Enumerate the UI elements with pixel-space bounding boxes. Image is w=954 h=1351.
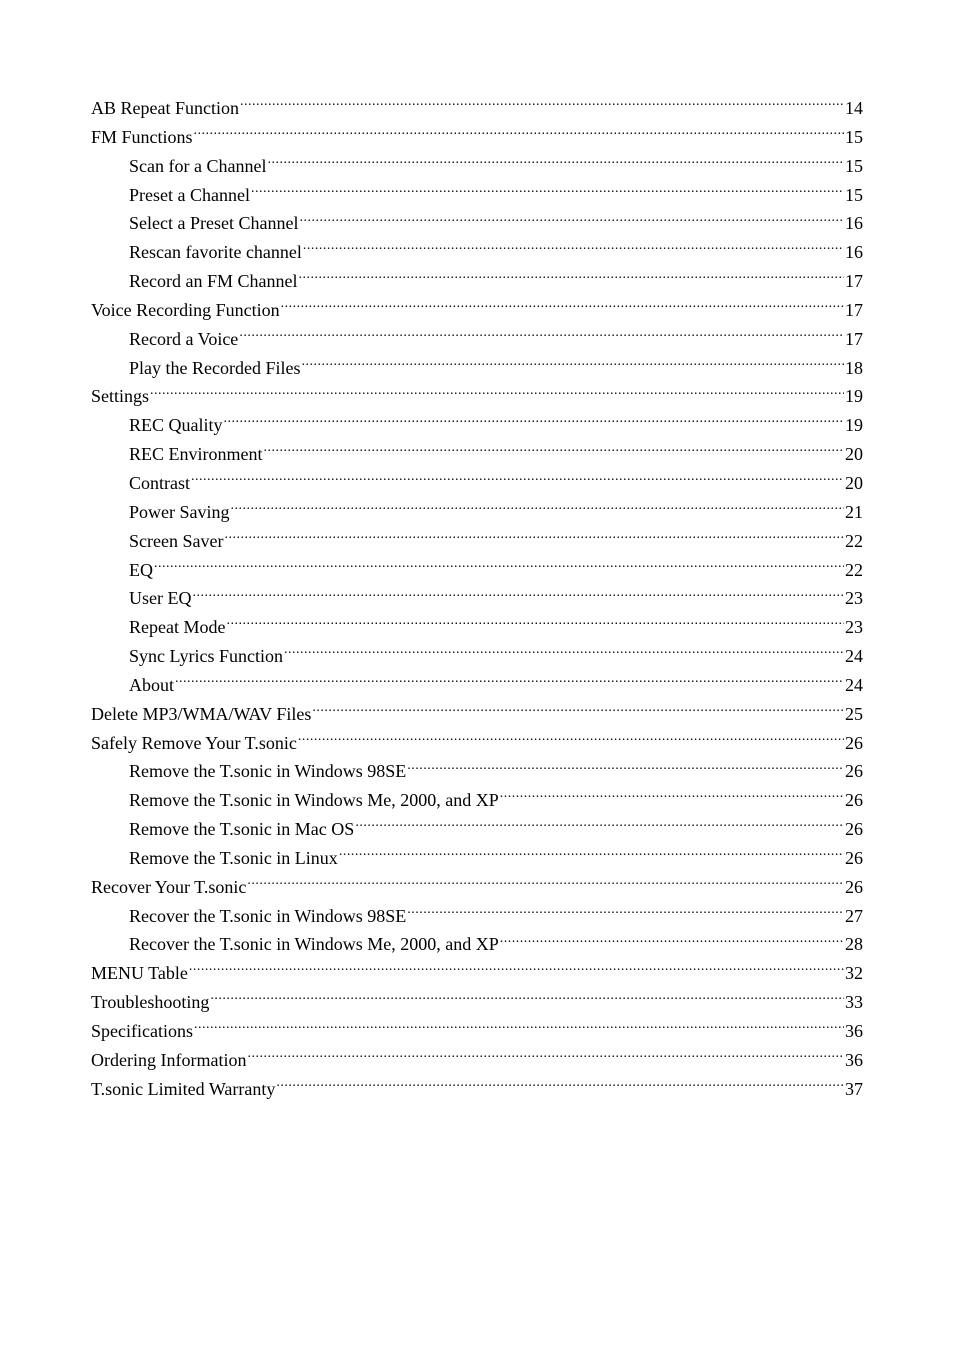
toc-dot-leader (239, 327, 844, 345)
toc-entry-title: Select a Preset Channel (129, 213, 299, 234)
toc-entry-page: 24 (845, 646, 863, 667)
toc-entry-page: 36 (845, 1021, 863, 1041)
toc-entry-title: Remove the T.sonic in Windows 98SE (129, 761, 407, 782)
toc-entry[interactable] (91, 527, 863, 556)
toc-entry[interactable] (91, 123, 863, 152)
toc-entry-page: 26 (845, 761, 863, 782)
toc-entry-page: 36 (845, 1049, 863, 1070)
toc-entry[interactable] (91, 700, 863, 729)
toc-dot-leader (150, 384, 844, 402)
toc-dot-leader (284, 644, 844, 662)
toc-entry-page: 16 (845, 242, 863, 263)
toc-entry-page: 26 (845, 847, 863, 868)
toc-entry-title: Record an FM Channel (129, 271, 298, 292)
toc-dot-leader (299, 211, 844, 229)
toc-entry-page: 23 (845, 588, 863, 609)
toc-entry-title: REC Quality (129, 415, 223, 436)
toc-entry[interactable] (91, 181, 863, 210)
toc-entry-page: 21 (845, 501, 863, 522)
table-of-contents (91, 94, 863, 1104)
toc-entry-title: Ordering Information (91, 1049, 247, 1070)
toc-dot-leader (355, 817, 844, 835)
toc-entry-title: Remove the T.sonic in Linux (129, 847, 338, 868)
toc-entry-title: Voice Recording Function (91, 299, 280, 320)
toc-dot-leader (194, 1019, 844, 1037)
toc-entry-title: Power Saving (129, 501, 230, 522)
toc-entry-page: 23 (845, 617, 863, 638)
toc-dot-leader (154, 558, 844, 576)
toc-entry-page: 22 (845, 530, 863, 551)
toc-dot-leader (264, 442, 845, 460)
toc-entry-title: REC Environment (129, 444, 263, 465)
toc-entry[interactable] (91, 209, 863, 238)
toc-entry-page: 20 (845, 472, 863, 493)
toc-entry[interactable] (91, 988, 863, 1017)
toc-entry-title: Recover the T.sonic in Windows 98SE (129, 905, 407, 926)
toc-entry-page: 27 (845, 905, 863, 926)
toc-entry-title: Remove the T.sonic in Windows Me, 2000, and XP (129, 790, 499, 811)
toc-entry-page: 32 (845, 963, 863, 984)
toc-entry[interactable] (91, 844, 863, 873)
toc-entry-page: 18 (845, 357, 863, 378)
toc-entry-page: 17 (845, 328, 863, 349)
toc-entry[interactable] (91, 267, 863, 296)
toc-entry-title: Play the Recorded Files (129, 357, 301, 378)
toc-entry-title: Delete MP3/WMA/WAV Files (91, 703, 312, 724)
toc-entry-title: Settings (91, 386, 150, 407)
toc-entry[interactable] (91, 411, 863, 440)
toc-dot-leader (192, 586, 844, 604)
toc-entry[interactable] (91, 902, 863, 931)
toc-dot-leader (301, 356, 844, 374)
toc-entry-title: Rescan favorite channel (129, 242, 302, 263)
toc-entry[interactable] (91, 556, 863, 585)
toc-entry[interactable] (91, 930, 863, 959)
toc-entry[interactable] (91, 671, 863, 700)
toc-entry-page: 17 (845, 271, 863, 292)
toc-entry-title: Screen Saver (129, 530, 224, 551)
toc-dot-leader (194, 125, 844, 143)
toc-entry[interactable] (91, 613, 863, 642)
toc-dot-leader (339, 846, 844, 864)
toc-dot-leader (247, 875, 844, 893)
toc-entry[interactable] (91, 757, 863, 786)
toc-entry[interactable] (91, 786, 863, 815)
toc-entry-title: MENU Table (91, 963, 188, 984)
toc-entry-title: Contrast (129, 472, 190, 493)
toc-entry-title: Troubleshooting (91, 992, 210, 1013)
toc-dot-leader (281, 298, 844, 316)
toc-entry-page: 26 (845, 876, 863, 897)
toc-entry[interactable] (91, 354, 863, 383)
toc-dot-leader (407, 904, 844, 922)
toc-dot-leader (175, 673, 844, 691)
toc-dot-leader (500, 788, 844, 806)
toc-dot-leader (226, 615, 844, 633)
toc-dot-leader (276, 1077, 844, 1095)
toc-entry[interactable] (91, 440, 863, 469)
toc-dot-leader (303, 240, 844, 258)
toc-entry[interactable] (91, 1017, 863, 1046)
toc-entry-title: About (129, 674, 174, 695)
toc-entry-title: Record a Voice (129, 328, 239, 349)
toc-entry-page: 20 (845, 444, 863, 465)
toc-entry-title: Remove the T.sonic in Mac OS (129, 819, 355, 840)
toc-dot-leader (247, 1048, 844, 1066)
toc-dot-leader (224, 413, 845, 431)
toc-entry-page: 16 (845, 213, 863, 234)
toc-entry-title: Preset a Channel (129, 184, 250, 205)
toc-entry-title: FM Functions (91, 126, 193, 147)
toc-entry-page: 24 (845, 674, 863, 695)
toc-dot-leader (312, 702, 844, 720)
toc-entry[interactable] (91, 873, 863, 902)
toc-entry-title: Scan for a Channel (129, 155, 267, 176)
toc-dot-leader (191, 471, 844, 489)
toc-dot-leader (210, 990, 844, 1008)
toc-dot-leader (500, 932, 844, 950)
toc-dot-leader (224, 529, 844, 547)
toc-dot-leader (231, 500, 845, 518)
toc-dot-leader (189, 961, 844, 979)
toc-entry[interactable] (91, 238, 863, 267)
toc-entry[interactable] (91, 94, 863, 123)
toc-entry[interactable] (91, 729, 863, 758)
toc-dot-leader (251, 183, 844, 201)
toc-entry[interactable] (91, 1075, 863, 1104)
toc-entry-page: 19 (845, 415, 863, 436)
toc-entry[interactable] (91, 959, 863, 988)
toc-entry-title: Repeat Mode (129, 617, 226, 638)
toc-entry[interactable] (91, 296, 863, 325)
toc-entry[interactable] (91, 642, 863, 671)
toc-entry[interactable] (91, 815, 863, 844)
toc-entry-page: 26 (845, 732, 863, 753)
toc-entry-page: 28 (845, 934, 863, 955)
toc-entry-title: Recover the T.sonic in Windows Me, 2000, and XP (129, 934, 499, 955)
toc-entry[interactable] (91, 469, 863, 498)
toc-entry[interactable] (91, 152, 863, 181)
toc-entry-page: 25 (845, 703, 863, 724)
toc-dot-leader (240, 96, 844, 114)
toc-entry-page: 37 (845, 1078, 863, 1099)
toc-dot-leader (298, 731, 844, 749)
toc-entry-page: 15 (845, 184, 863, 205)
toc-entry-page: 19 (845, 386, 863, 407)
toc-entry[interactable] (91, 584, 863, 613)
toc-entry[interactable] (91, 498, 863, 527)
toc-dot-leader (298, 269, 844, 287)
toc-entry-page: 14 (845, 98, 863, 118)
toc-entry[interactable] (91, 382, 863, 411)
toc-entry-page: 33 (845, 992, 863, 1013)
toc-entry-page: 17 (845, 299, 863, 320)
toc-entry-title: AB Repeat Function (91, 98, 239, 118)
toc-entry-title: User EQ (129, 588, 192, 609)
toc-entry-title: Recover Your T.sonic (91, 876, 247, 897)
toc-entry-page: 26 (845, 790, 863, 811)
toc-entry-title: Safely Remove Your T.sonic (91, 732, 297, 753)
toc-entry-title: Sync Lyrics Function (129, 646, 283, 667)
toc-entry[interactable] (91, 325, 863, 354)
toc-entry-title: T.sonic Limited Warranty (91, 1078, 276, 1099)
toc-entry-page: 15 (845, 155, 863, 176)
toc-entry-page: 15 (845, 126, 863, 147)
toc-dot-leader (267, 154, 844, 172)
toc-dot-leader (407, 759, 844, 777)
toc-entry-page: 26 (845, 819, 863, 840)
toc-entry-title: Specifications (91, 1021, 193, 1041)
toc-entry-title: EQ (129, 559, 153, 580)
toc-entry-page: 22 (845, 559, 863, 580)
toc-entry[interactable] (91, 1046, 863, 1075)
